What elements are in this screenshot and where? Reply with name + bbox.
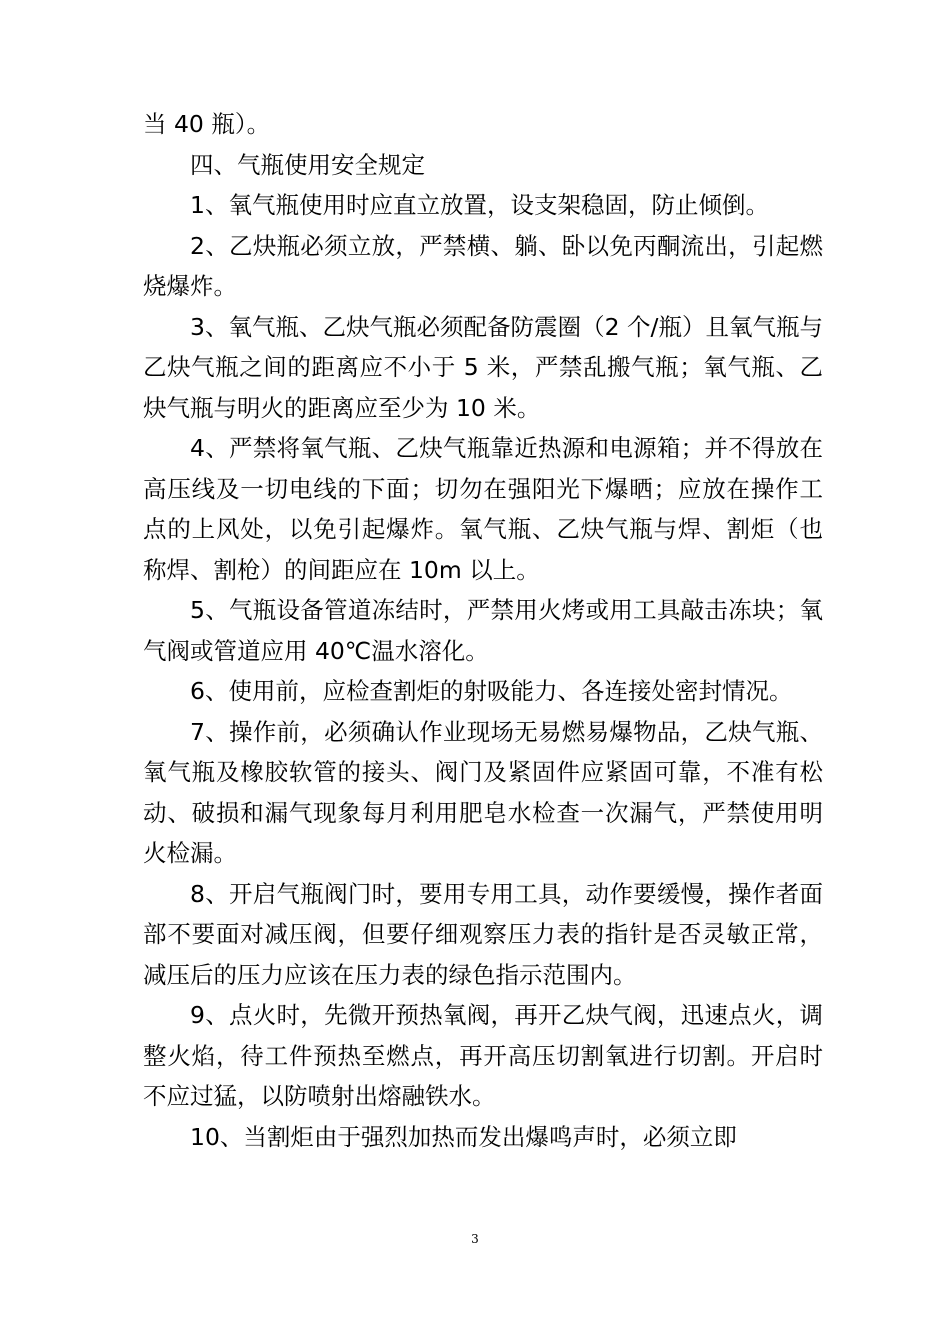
paragraph-rule-7: 7、操作前，必须确认作业现场无易燃易爆物品，乙炔气瓶、氧气瓶及橡胶软管的接头、阀门及紧固件应紧固可靠，不准有松动、破损和漏气现象每月利用肥皂水检查一次漏气，严禁使用明火检漏。: [143, 717, 823, 867]
body-text: [143, 104, 823, 1157]
paragraph-rule-3: 3、氧气瓶、乙炔气瓶必须配备防震圈（2 个/瓶）且氧气瓶与乙炔气瓶之间的距离应不小于 5 米，严禁乱搬气瓶；氧气瓶、乙炔气瓶与明火的距离应至少为 10 米。: [143, 312, 823, 422]
page-number: 3: [471, 1232, 479, 1246]
paragraph-rule-4: 4、严禁将氧气瓶、乙炔气瓶靠近热源和电源箱；并不得放在高压线及一切电线的下面；切勿在强阳光下爆晒；应放在操作工点的上风处，以免引起爆炸。氧气瓶、乙炔气瓶与焊、割炬（也称焊、割枪）的间距应在 10m 以上。: [143, 434, 823, 584]
paragraph-rule-5: 5、气瓶设备管道冻结时，严禁用火烤或用工具敲击冻块；氧气阀或管道应用 40℃温水溶化。: [143, 596, 823, 665]
paragraph-continuation: 当 40 瓶）。: [143, 110, 271, 138]
paragraph-rule-8: 8、开启气瓶阀门时，要用专用工具，动作要缓慢，操作者面部不要面对减压阀，但要仔细观察压力表的指针是否灵敏正常，减压后的压力应该在压力表的绿色指示范围内。: [143, 879, 823, 989]
paragraph-rule-10: 10、当割炬由于强烈加热而发出爆鸣声时，必须立即: [190, 1122, 737, 1151]
paragraph-rule-2: 2、乙炔瓶必须立放，严禁横、躺、卧以免丙酮流出，引起燃烧爆炸。: [143, 231, 823, 300]
paragraph-rule-1: 1、氧气瓶使用时应直立放置，设支架稳固，防止倾倒。: [190, 191, 769, 219]
paragraph-rule-9: 9、点火时，先微开预热氧阀，再开乙炔气阀，迅速点火，调整火焰，待工件预热至燃点，再开高压切割氧进行切割。开启时不应过猛，以防喷射出熔融铁水。: [143, 1001, 823, 1110]
section-heading: 四、气瓶使用安全规定: [190, 150, 425, 179]
paragraph-rule-6: 6、使用前，应检查割炬的射吸能力、各连接处密封情况。: [190, 677, 793, 705]
